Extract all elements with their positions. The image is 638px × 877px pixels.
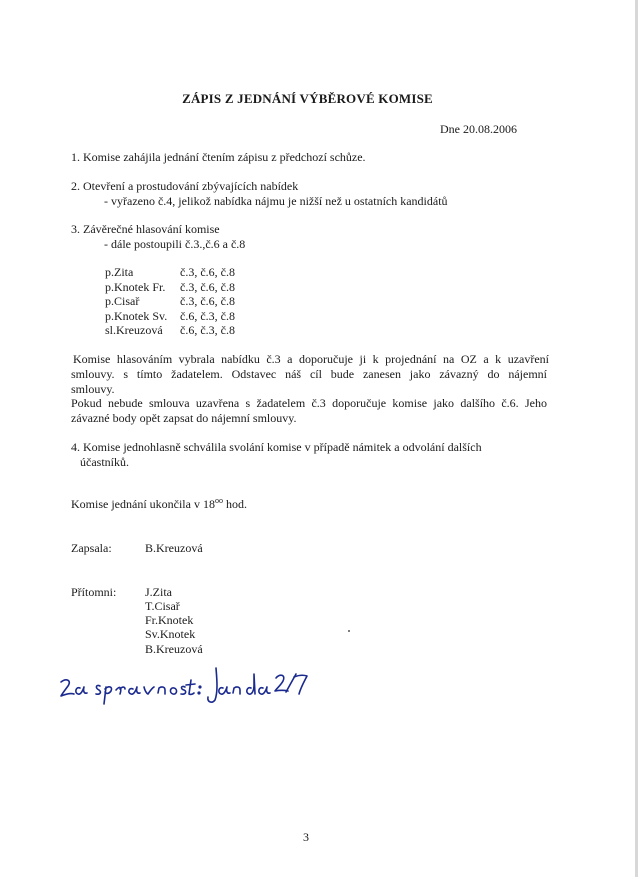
closing-text: Komise jednání ukončila v 18 bbox=[71, 497, 215, 511]
item-3-heading: 3. Závěrečné hlasování komise bbox=[71, 222, 220, 236]
vote-name: p.Cisař bbox=[105, 294, 140, 308]
vote-name: p.Knotek Sv. bbox=[105, 309, 168, 323]
closing-sup: oo bbox=[214, 496, 223, 505]
paragraph-line: smlouvy. s tímto žadatelem. Odstavec náš cíl bude zanesen jako závazný do nájemní bbox=[71, 367, 547, 381]
paragraph-line: závazné body opět zapsat do nájemní smlouvy. bbox=[71, 411, 297, 425]
document-title: ZÁPIS Z JEDNÁNÍ VÝBĚROVÉ KOMISE bbox=[182, 91, 433, 106]
vote-choice: č.3, č.6, č.8 bbox=[180, 280, 235, 294]
present-name: J.Zita bbox=[145, 585, 172, 599]
item-4-line: účastníků. bbox=[80, 455, 129, 469]
item-3-detail: - dále postoupili č.3.,č.6 a č.8 bbox=[104, 237, 246, 251]
vote-choice: č.3, č.6, č.8 bbox=[180, 294, 235, 308]
item-2-heading: 2. Otevření a prostudování zbývajících nabídek bbox=[71, 179, 299, 193]
paragraph-line: smlouvy. bbox=[71, 382, 115, 396]
vote-choice: č.6, č.3, č.8 bbox=[180, 309, 235, 323]
present-name: B.Kreuzová bbox=[145, 642, 203, 656]
closing-statement bbox=[71, 497, 247, 512]
closing-suffix: hod. bbox=[222, 497, 247, 511]
present-label: Přítomni: bbox=[71, 585, 117, 599]
handwritten-signature bbox=[58, 660, 318, 714]
present-name: Sv.Knotek bbox=[145, 627, 196, 641]
signature-scribble bbox=[58, 660, 318, 710]
paragraph-line: Komise hlasováním vybrala nabídku č.3 a doporučuje ji k projednání na OZ a k uzavření bbox=[73, 352, 549, 366]
recorded-name: B.Kreuzová bbox=[145, 541, 203, 555]
recorded-label: Zapsala: bbox=[71, 541, 112, 555]
scan-speck bbox=[348, 630, 350, 632]
paragraph-line: Pokud nebude smlouva uzavřena s žadatelem č.3 doporučuje komise jako dalšího č.6. Jeho bbox=[71, 396, 547, 410]
vote-name: sl.Kreuzová bbox=[105, 323, 163, 337]
vote-name: p.Knotek Fr. bbox=[105, 280, 166, 294]
present-name: Fr.Knotek bbox=[145, 613, 194, 627]
item-1: 1. Komise zahájila jednání čtením zápisu z předchozí schůze. bbox=[71, 150, 366, 164]
vote-choice: č.6, č.3, č.8 bbox=[180, 323, 235, 337]
page-number: 3 bbox=[303, 830, 309, 844]
vote-name: p.Zita bbox=[105, 265, 134, 279]
item-4-line: 4. Komise jednohlasně schválila svolání komise v případě námitek a odvolání dalších bbox=[71, 440, 482, 454]
document-date: Dne 20.08.2006 bbox=[440, 122, 517, 136]
item-2-detail: - vyřazeno č.4, jelikož nabídka nájmu je nižší než u ostatních kandidátů bbox=[104, 194, 448, 208]
vote-choice: č.3, č.6, č.8 bbox=[180, 265, 235, 279]
present-name: T.Cisař bbox=[145, 599, 180, 613]
